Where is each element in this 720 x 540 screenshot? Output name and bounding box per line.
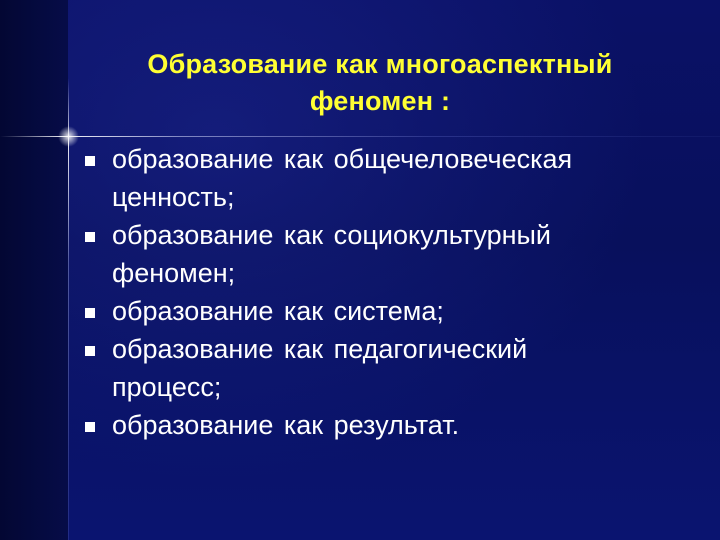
decorative-vertical-line [68, 78, 69, 540]
bullet-list [82, 140, 702, 444]
bullet-text-line-2: процесс; [112, 372, 222, 402]
square-bullet-icon [85, 346, 95, 356]
square-bullet-icon [85, 156, 95, 166]
slide-title [80, 46, 680, 120]
slide-title-line-2: феномен : [309, 86, 451, 116]
bullet-text-line-2: феномен; [112, 258, 236, 288]
bullet-item [82, 406, 702, 444]
bullet-item [82, 140, 702, 216]
bullet-text-line-1: образование как общечеловеческая [112, 144, 573, 174]
bullet-item [82, 330, 702, 406]
bullet-item [82, 292, 702, 330]
bullet-text-line-1: образование как социокультурный [112, 220, 552, 250]
bullet-text-line-1: образование как результат. [112, 410, 460, 440]
slide-title-line-1: Образование как многоаспектный [147, 49, 613, 79]
square-bullet-icon [85, 422, 95, 432]
decorative-horizontal-line [0, 136, 720, 137]
left-band-decoration [0, 0, 68, 540]
bullet-text-line-2: ценность; [112, 182, 235, 212]
bullet-text-line-1: образование как система; [112, 296, 444, 326]
square-bullet-icon [85, 232, 95, 242]
bullet-text-line-1: образование как педагогический [112, 334, 528, 364]
bullet-item [82, 216, 702, 292]
square-bullet-icon [85, 308, 95, 318]
decorative-sparkle-icon [58, 126, 79, 147]
